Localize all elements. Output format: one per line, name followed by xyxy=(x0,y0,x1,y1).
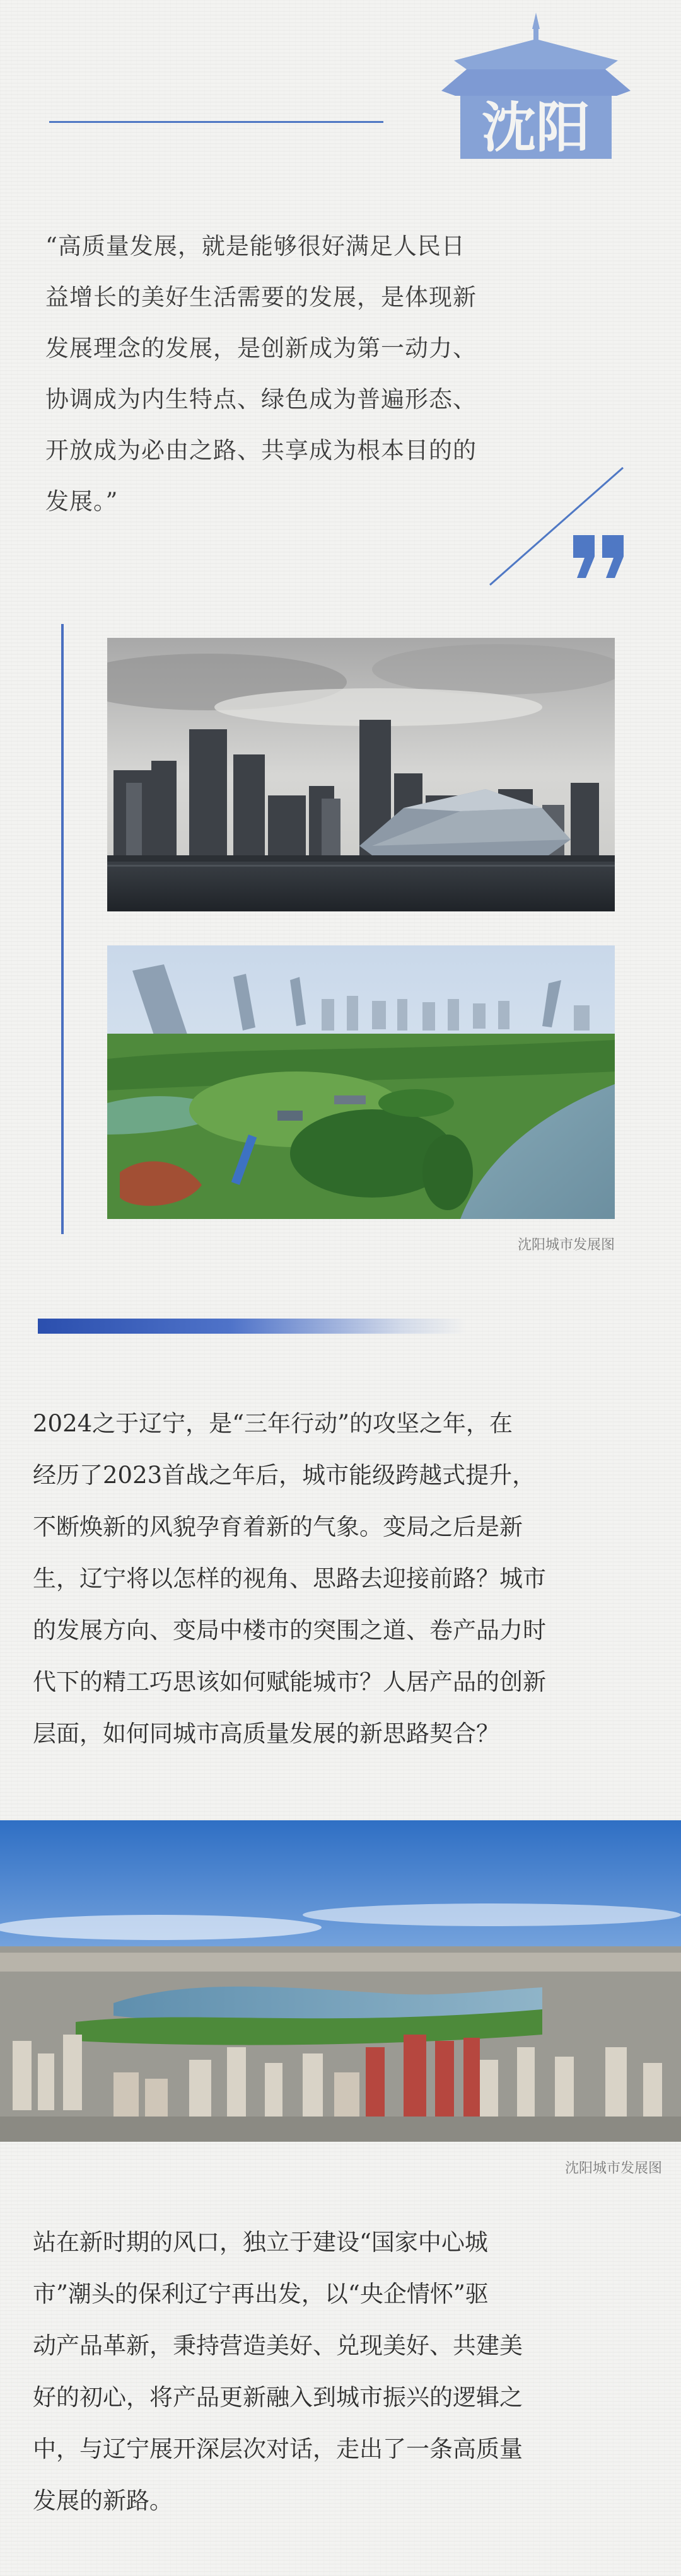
panorama-caption: 沈阳城市发展图 xyxy=(564,2161,662,2176)
shenyang-pagoda-logo xyxy=(416,9,656,166)
paragraph-line: 经历了2023首战之年后，城市能级跨越式提升， xyxy=(33,1462,536,1489)
logo-text: 沈阳 xyxy=(482,96,590,159)
closing-quote-icon xyxy=(571,533,627,580)
paragraph-line: 好的初心，将产品更新融入到城市振兴的逻辑之 xyxy=(33,2384,523,2411)
paragraph-line: 不断焕新的风貌孕育着新的气象。变局之后是新 xyxy=(33,1513,523,1540)
city-skyline-photo xyxy=(107,638,615,911)
paragraph-line: 2024之于辽宁，是“三年行动”的攻坚之年，在 xyxy=(33,1410,513,1437)
intro-paragraph xyxy=(33,1398,648,1760)
photo-caption: 沈阳城市发展图 xyxy=(517,1237,615,1253)
paragraph-line: 代下的精工巧思该如何赋能城市？人居产品的创新 xyxy=(33,1668,546,1695)
paragraph-line: 市”潮头的保利辽宁再出发，以“央企情怀”驱 xyxy=(33,2280,489,2307)
quote-line: 益增长的美好生活需要的发展，是体现新 xyxy=(45,284,477,311)
paragraph-line: 站在新时期的风口，独立于建设“国家中心城 xyxy=(33,2229,488,2256)
section-divider-bar xyxy=(38,1319,467,1334)
paragraph-line: 层面，如何同城市高质量发展的新思路契合？ xyxy=(33,1720,499,1747)
header-rule xyxy=(49,121,383,123)
city-panorama-photo xyxy=(0,1820,681,2142)
park-aerial-photo xyxy=(107,945,615,1219)
paragraph-line: 发展的新路。 xyxy=(33,2487,173,2514)
quote-line: 发展。” xyxy=(45,488,119,515)
quote-line: “高质量发展，就是能够很好满足人民日 xyxy=(45,233,465,260)
paragraph-line: 中，与辽宁展开深层次对话，走出了一条高质量 xyxy=(33,2435,523,2463)
quote-line: 协调成为内生特点、绿色成为普遍形态、 xyxy=(45,386,477,413)
quote-line: 发展理念的发展，是创新成为第一动力、 xyxy=(45,335,477,362)
paragraph-line: 生，辽宁将以怎样的视角、思路去迎接前路？城市 xyxy=(33,1565,546,1592)
paragraph-line: 动产品革新，秉持营造美好、兑现美好、共建美 xyxy=(33,2332,523,2359)
vertical-accent-line xyxy=(61,624,64,1234)
quote-line: 开放成为必由之路、共享成为根本目的的 xyxy=(45,437,477,464)
closing-paragraph xyxy=(33,2217,648,2527)
paragraph-line: 的发展方向、变局中楼市的突围之道、卷产品力时 xyxy=(33,1617,546,1644)
